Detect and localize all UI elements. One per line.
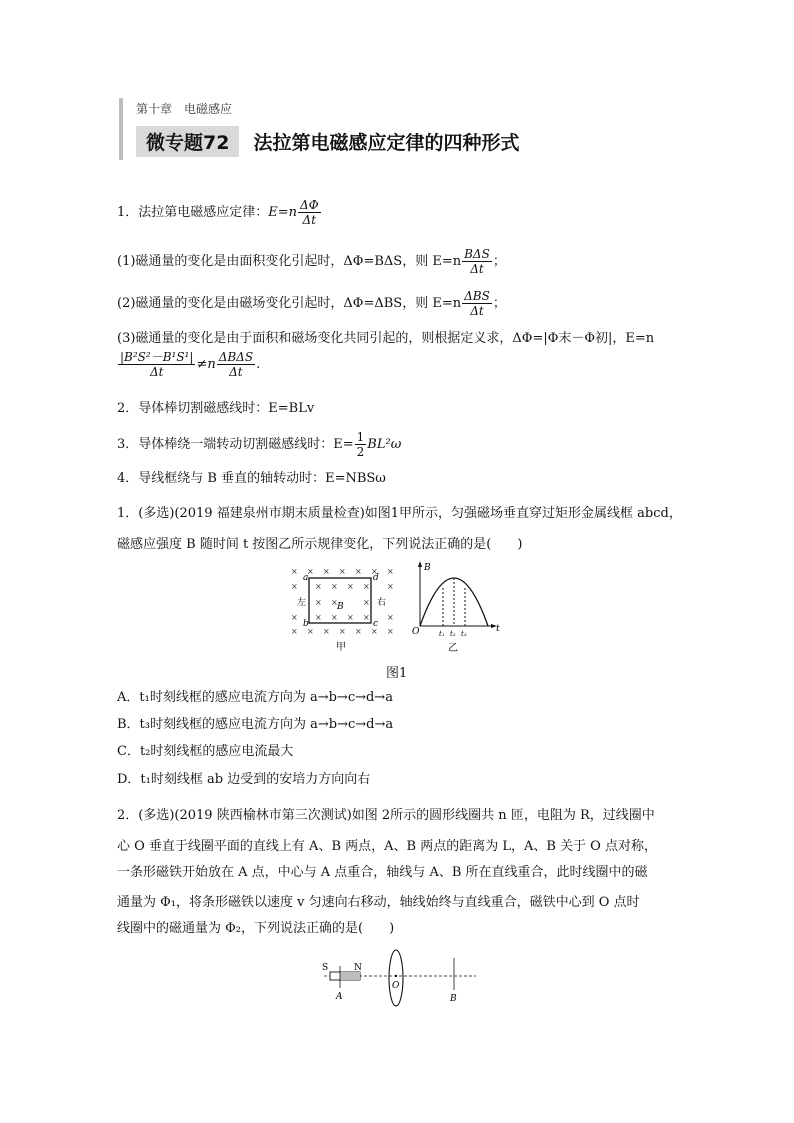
svg-text:×: × bbox=[323, 627, 330, 636]
svg-text:×: × bbox=[387, 613, 394, 622]
case3-line: (3)磁通量的变化是由于面积和磁场变化共同引起的，则根据定义求，ΔΦ=|Φ末－Φ初|，E=n bbox=[117, 331, 655, 346]
title-text: 法拉第电磁感应定律的四种形式 bbox=[253, 131, 520, 154]
label-S: S bbox=[322, 963, 329, 973]
q1-option-b: B．t₃时刻线框的感应电流方向为 a→b→c→d→a bbox=[117, 717, 394, 732]
magnet-north-half bbox=[340, 972, 360, 980]
q1-stem-line2: 磁感应强度 B 随时间 t 按图乙所示规律变化，下列说法正确的是( ) bbox=[117, 537, 523, 552]
label-right: 右 bbox=[377, 598, 387, 608]
svg-text:×: × bbox=[291, 627, 298, 636]
q1-option-a: A．t₁时刻线框的感应电流方向为 a→b→c→d→a bbox=[117, 690, 393, 705]
circular-coil bbox=[389, 950, 403, 1006]
svg-text:×: × bbox=[371, 567, 378, 576]
label-c: c bbox=[373, 619, 379, 629]
label-d: d bbox=[373, 573, 379, 583]
chapter-topic: 电磁感应 bbox=[184, 102, 233, 116]
rod-cut-line: 2．导体棒切割磁感线时：E=BLv bbox=[117, 401, 315, 416]
label-t2: t₂ bbox=[450, 630, 456, 638]
svg-text:×: × bbox=[315, 582, 322, 591]
q1-option-c: C．t₂时刻线框的感应电流最大 bbox=[117, 744, 294, 759]
caption-yi: 乙 bbox=[448, 643, 458, 654]
case2-line: (2)磁通量的变化是由磁场变化引起时，ΔΦ=ΔBS，则 E=n $\frac{\text{ΔBS}}{\Delta t}$ ； bbox=[117, 289, 506, 318]
label-b: b bbox=[303, 619, 309, 629]
label-O: O bbox=[392, 981, 400, 991]
label-y-B: B bbox=[424, 563, 431, 573]
case3-line2: $\frac{\text{|B²S²－B¹S¹|}}{\Delta t}$ ≠n $\frac{\text{ΔBΔS}}{\Delta t}$ . bbox=[120, 350, 261, 379]
svg-text:×: × bbox=[387, 567, 394, 576]
case1-line: (1)磁通量的变化是由面积变化引起时，ΔΦ=BΔS，则 E=n $\frac{\text{BΔS}}{\Delta t}$ ； bbox=[117, 247, 506, 276]
page-title bbox=[136, 126, 519, 156]
svg-text:×: × bbox=[315, 613, 322, 622]
svg-text:×: × bbox=[315, 598, 322, 607]
y-axis-arrow bbox=[418, 561, 422, 567]
svg-text:×: × bbox=[331, 613, 338, 622]
label-A: A bbox=[336, 992, 343, 1002]
q2-stem-line2: 心 O 垂直于线圈平面的直线上有 A、B 两点，A、B 两点的距离为 L，A、B 关于 O 点对称， bbox=[117, 839, 657, 854]
law-fraction: $\frac{\Delta\Phi}{\Delta t}$ bbox=[300, 198, 319, 227]
case3-fraction: $\frac{\text{|B²S²－B¹S¹|}}{\Delta t}$ bbox=[120, 350, 194, 379]
chapter-label bbox=[136, 100, 244, 117]
q2-stem-line5: 线圈中的磁通量为 Φ₂，下列说法正确的是( ) bbox=[117, 921, 395, 936]
rod-rotate-line: 3．导体棒绕一端转动切割磁感线时：E= $\frac{1}{2}$ BL²ω bbox=[117, 430, 402, 459]
svg-text:×: × bbox=[371, 627, 378, 636]
label-t3: t₃ bbox=[461, 630, 467, 638]
svg-text:×: × bbox=[363, 598, 370, 607]
case1-fraction: $\frac{\text{BΔS}}{\Delta t}$ bbox=[464, 247, 490, 276]
figure-1-yi bbox=[408, 558, 508, 654]
frame-rotate-line: 4．导线框绕与 B 垂直的轴转动时：E=NBSω bbox=[117, 471, 386, 486]
case3-fraction2: $\frac{\text{ΔBΔS}}{\Delta t}$ bbox=[218, 350, 254, 379]
svg-text:×: × bbox=[291, 582, 298, 591]
svg-text:×: × bbox=[331, 598, 338, 607]
svg-text:×: × bbox=[387, 627, 394, 636]
svg-text:×: × bbox=[347, 582, 354, 591]
q2-stem-line3: 一条形磁铁开始放在 A 点，中心与 A 点重合，轴线与 A、B 所在直线重合，此时线圈中的磁 bbox=[117, 865, 648, 880]
figure-1-caption: 图1 bbox=[386, 666, 408, 681]
label-left: 左 bbox=[297, 598, 307, 608]
svg-text:×: × bbox=[291, 567, 298, 576]
caption-jia: 甲 bbox=[336, 642, 346, 653]
svg-text:×: × bbox=[363, 613, 370, 622]
label-field-B: B bbox=[337, 602, 344, 612]
half-fraction: $\frac{1}{2}$ bbox=[356, 430, 365, 459]
label-x-t: t bbox=[496, 624, 500, 634]
svg-text:×: × bbox=[339, 567, 346, 576]
q2-stem-line4: 通量为 Φ₁，将条形磁铁以速度 v 匀速向右移动，轴线始终与直线重合，磁铁中心到 O 点时 bbox=[117, 895, 640, 910]
case2-fraction: $\frac{\text{ΔBS}}{\Delta t}$ bbox=[464, 289, 490, 318]
svg-text:×: × bbox=[307, 567, 314, 576]
svg-text:×: × bbox=[355, 567, 362, 576]
topic-badge: 微专题72 bbox=[136, 126, 239, 157]
svg-text:×: × bbox=[291, 613, 298, 622]
law-line: 1．法拉第电磁感应定律：E=n $\frac{\Delta\Phi}{\Delta t}$ bbox=[117, 198, 319, 227]
label-B: B bbox=[450, 994, 457, 1004]
label-t1: t₁ bbox=[439, 630, 445, 638]
svg-text:×: × bbox=[323, 567, 330, 576]
label-a: a bbox=[303, 573, 309, 583]
svg-text:×: × bbox=[363, 582, 370, 591]
svg-text:×: × bbox=[331, 582, 338, 591]
svg-text:×: × bbox=[387, 582, 394, 591]
svg-text:×: × bbox=[339, 627, 346, 636]
svg-text:×: × bbox=[307, 627, 314, 636]
q1-stem-line1: 1．(多选)(2019 福建泉州市期末质量检查)如图1甲所示，匀强磁场垂直穿过矩形金属线框 abcd， bbox=[117, 506, 682, 521]
chapter-number: 第十章 bbox=[136, 102, 173, 116]
svg-text:×: × bbox=[355, 627, 362, 636]
label-N: N bbox=[354, 963, 362, 973]
label-origin: O bbox=[412, 627, 420, 637]
figure-1-jia bbox=[285, 562, 395, 654]
point-O bbox=[395, 975, 397, 977]
figure-2 bbox=[316, 948, 482, 1010]
header-accent-bar bbox=[119, 98, 123, 160]
q2-stem-line1: 2．(多选)(2019 陕西榆林市第三次测试)如图 2所示的圆形线圈共 n 匝，电阻为 R，过线圈中 bbox=[117, 808, 655, 823]
svg-text:×: × bbox=[347, 613, 354, 622]
q1-option-d: D．t₁时刻线框 ab 边受到的安培力方向向右 bbox=[117, 772, 371, 787]
